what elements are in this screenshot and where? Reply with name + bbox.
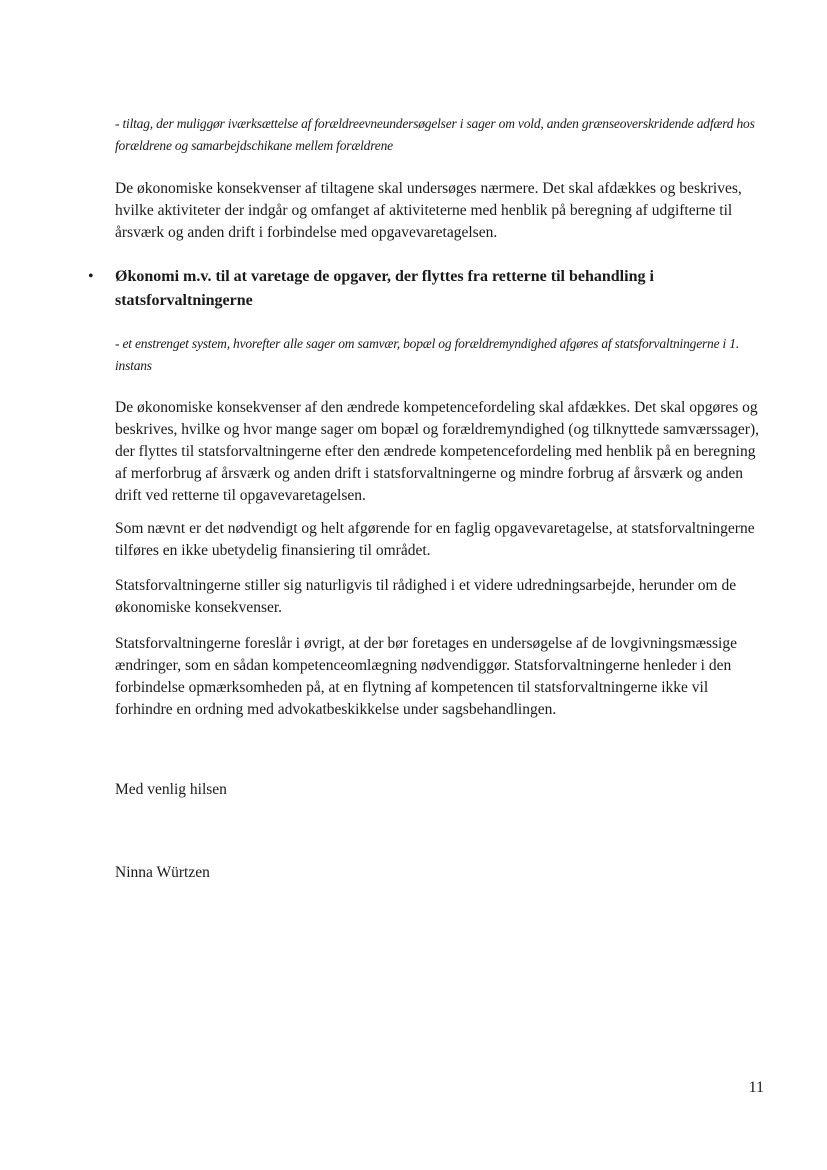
paragraph-competence-distribution: De økonomiske konsekvenser af den ændrede kompetencefordeling skal afdækkes. Det skal opgøres og beskrives, hvilke og hvor mange sager om bopæl og forældremyndighed (og tilknyttede samværssager), der flyttes til statsforvaltningerne efter den ændrede kompetencefordeling med henblik på en beregning af merforbrug af årsværk og anden drift i statsforvaltningerne og mindre forbrug af årsværk og anden drift ved retterne til opgavevaretagelsen. [115,399,759,504]
section-heading-economy: Økonomi m.v. til at varetage de opgaver, der flyttes fra retterne til behandling i statsforvaltningerne [115,268,654,309]
closing-greeting: Med venlig hilsen [115,781,227,798]
page-number: 11 [748,1079,764,1096]
italic-note-single-track-system: - et enstrenget system, hvorefter alle sager om samvær, bopæl og forældremyndighed afgøres af statsforvaltningerne i 1. instans [115,336,740,373]
paragraph-financing: Som nævnt er det nødvendigt og helt afgørende for en faglig opgavevaretagelse, at statsforvaltningerne tilføres en ikke ubetydelig finansiering til området. [115,520,755,559]
paragraph-legislative-changes: Statsforvaltningerne foreslår i øvrigt, at der bør foretages en undersøgelse af de lovgivningsmæssige ændringer, som en sådan kompetenceomlægning nødvendiggør. Statsforvaltningerne henleder i den forbindelse opmærksomheden på, at en flytning af kompetencen til statsforvaltningerne ikke vil forhindre en ordning med advokatbeskikkelse under sagsbehandlingen. [115,635,737,718]
paragraph-availability: Statsforvaltningerne stiller sig naturligvis til rådighed i et videre udredningsarbejde, herunder om de økonomiske konsekvenser. [115,577,737,616]
signature-name: Ninna Würtzen [115,864,210,881]
paragraph-economic-consequences-measures: De økonomiske konsekvenser af tiltagene skal undersøges nærmere. Det skal afdækkes og beskrives, hvilke aktiviteter der indgår og omfanget af aktiviteterne med henblik på beregning af udgifterne til årsværk og anden drift i forbindelse med opgavevaretagelsen. [115,180,742,241]
italic-note-parental-assessment: - tiltag, der muliggør iværksættelse af forældreevneundersøgelser i sager om vold, anden grænseoverskridende adfærd hos forældrene og samarbejdschikane mellem forældrene [115,116,755,153]
bullet-icon: • [88,268,94,285]
